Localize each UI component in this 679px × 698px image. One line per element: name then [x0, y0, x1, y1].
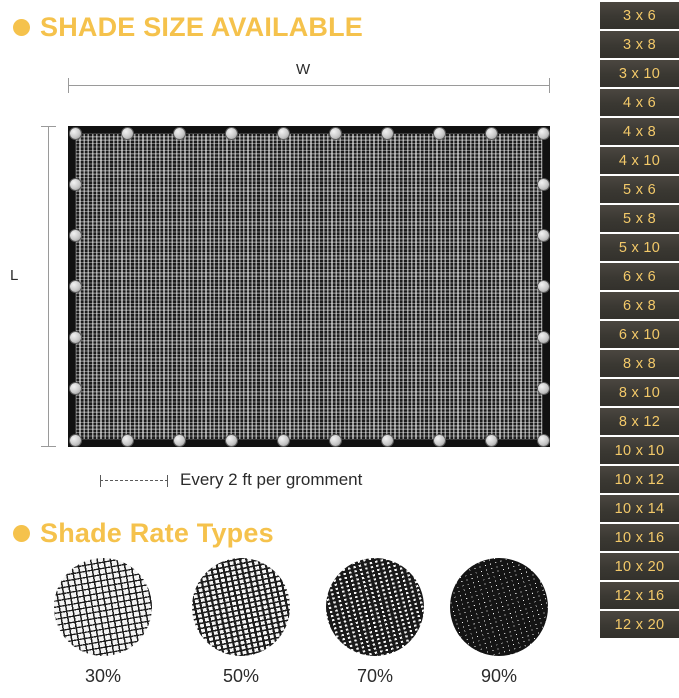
grommet-icon: [538, 435, 549, 446]
grommet-icon: [70, 281, 81, 292]
shade-size-heading: [13, 12, 363, 43]
size-chip[interactable]: 8 x 8: [600, 350, 679, 377]
grommet-icon: [538, 332, 549, 343]
bullet-dot-icon: [13, 525, 30, 542]
grommet-spacing-note: [100, 470, 362, 490]
shade-rate-swatch-pattern: [192, 558, 290, 656]
grommet-icon: [538, 128, 549, 139]
size-chip[interactable]: 8 x 10: [600, 379, 679, 406]
shade-rate-swatch-label: 90%: [480, 666, 518, 686]
grommet-icon: [382, 435, 393, 446]
shade-cloth-inner-edge: [75, 133, 543, 440]
grommet-icon: [70, 332, 81, 343]
grommet-icon: [174, 128, 185, 139]
grommet-icon: [330, 128, 341, 139]
shade-rate-swatch[interactable]: [444, 558, 554, 687]
grommet-icon: [122, 128, 133, 139]
size-chip[interactable]: 12 x 20: [600, 611, 679, 638]
size-chip[interactable]: 8 x 12: [600, 408, 679, 435]
size-chip[interactable]: 5 x 10: [600, 234, 679, 261]
grommet-spacing-bracket: [100, 480, 168, 481]
grommet-icon: [278, 435, 289, 446]
grommet-icon: [486, 128, 497, 139]
grommet-icon: [486, 435, 497, 446]
shade-rate-swatch-pattern: [326, 558, 424, 656]
shade-rate-swatch[interactable]: [186, 558, 296, 687]
size-chip[interactable]: 10 x 12: [600, 466, 679, 493]
grommet-icon: [122, 435, 133, 446]
grommet-icon: [226, 435, 237, 446]
grommet-icon: [174, 435, 185, 446]
grommet-icon: [278, 128, 289, 139]
shade-rate-swatch-pattern: [54, 558, 152, 656]
grommet-icon: [538, 230, 549, 241]
shade-size-heading-text: SHADE SIZE AVAILABLE: [40, 12, 364, 42]
length-label: L: [10, 267, 19, 284]
size-chip[interactable]: 3 x 6: [600, 2, 679, 29]
size-chip[interactable]: 5 x 6: [600, 176, 679, 203]
size-chip[interactable]: 10 x 20: [600, 553, 679, 580]
shade-rate-swatch[interactable]: [48, 558, 158, 687]
grommet-note-text: Every 2 ft per gromment: [180, 470, 363, 489]
grommet-icon: [538, 383, 549, 394]
grommet-icon: [70, 230, 81, 241]
grommet-icon: [434, 435, 445, 446]
grommet-icon: [330, 435, 341, 446]
size-chip[interactable]: 3 x 8: [600, 31, 679, 58]
size-chip[interactable]: 12 x 16: [600, 582, 679, 609]
grommet-icon: [538, 179, 549, 190]
grommet-icon: [70, 383, 81, 394]
size-chip[interactable]: 3 x 10: [600, 60, 679, 87]
shade-rate-swatch-row: [20, 558, 580, 698]
size-list: [600, 0, 679, 698]
grommet-icon: [538, 281, 549, 292]
shade-rate-swatch-label: 50%: [222, 666, 260, 686]
shade-dimension-diagram: [0, 55, 600, 505]
shade-rate-swatch-pattern: [450, 558, 548, 656]
shade-rate-heading: [13, 518, 274, 549]
grommet-icon: [70, 128, 81, 139]
width-label: W: [296, 61, 311, 78]
size-chip[interactable]: 4 x 10: [600, 147, 679, 174]
grommet-icon: [382, 128, 393, 139]
shade-rate-swatch[interactable]: [320, 558, 430, 687]
size-chip[interactable]: 6 x 10: [600, 321, 679, 348]
shade-cloth-illustration: [68, 126, 550, 447]
length-dimension-line: [48, 126, 49, 447]
width-dimension-line: [68, 85, 550, 86]
shade-rate-heading-text: Shade Rate Types: [40, 518, 274, 548]
grommet-icon: [70, 179, 81, 190]
grommet-icon: [226, 128, 237, 139]
size-chip[interactable]: 5 x 8: [600, 205, 679, 232]
size-chip[interactable]: 10 x 10: [600, 437, 679, 464]
shade-rate-swatch-label: 30%: [84, 666, 122, 686]
shade-rate-swatch-label: 70%: [356, 666, 394, 686]
bullet-dot-icon: [13, 19, 30, 36]
size-chip[interactable]: 6 x 6: [600, 263, 679, 290]
size-chip[interactable]: 10 x 14: [600, 495, 679, 522]
grommet-icon: [70, 435, 81, 446]
size-chip[interactable]: 4 x 8: [600, 118, 679, 145]
size-chip[interactable]: 4 x 6: [600, 89, 679, 116]
size-chip[interactable]: 10 x 16: [600, 524, 679, 551]
grommet-icon: [434, 128, 445, 139]
size-chip[interactable]: 6 x 8: [600, 292, 679, 319]
